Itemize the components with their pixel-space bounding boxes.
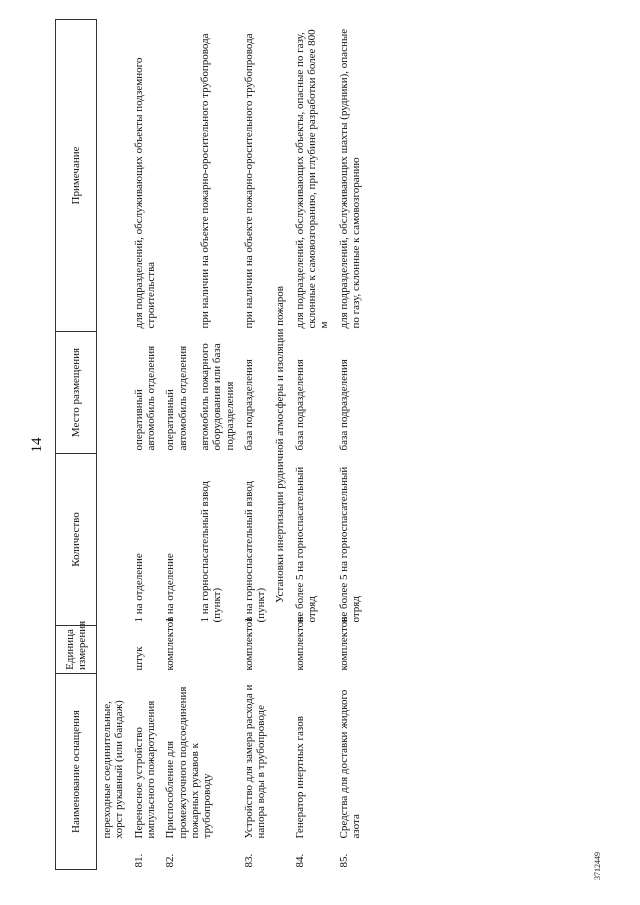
cell-name: Средства для доставки жидкого азота (337, 689, 362, 839)
cell-note: для подразделений, обслуживающих шахты (рудники), опасные по газу, склонные к самовозгоранию (337, 28, 362, 329)
cell-no: 82. (164, 853, 177, 868)
table-row (240, 19, 272, 869)
header-qty: Количество (56, 453, 97, 625)
table-row (130, 19, 162, 869)
table-row (291, 19, 335, 869)
equipment-table (55, 19, 366, 870)
footer-code: 3712449 (593, 852, 602, 880)
cell-name: Переносное устройство импульсного пожаротушения (132, 700, 157, 839)
header-unit: Единица измерения (56, 625, 97, 673)
cell-qty: 1 на горноспасательный взвод (пункт) (242, 481, 268, 623)
table-row (161, 19, 193, 869)
cell-unit: штук (132, 646, 145, 671)
cell-unit: комплектов (164, 616, 177, 671)
table-row (335, 19, 367, 869)
cell-unit: комплектов (293, 616, 306, 671)
cell-unit: комплектов (337, 616, 350, 671)
header-place: Место размещения (56, 331, 97, 453)
cell-name: переходные соединительные, хорст рукавный (или бандаж) (101, 700, 126, 839)
section-row (271, 19, 290, 869)
cell-note (161, 19, 193, 331)
cell-place: оперативный автомобиль отделения (164, 345, 189, 451)
cell-note: для подразделений, обслуживающих объекты, опасные по газу, склонные к самовозгоранию, при глубине разработки более 800 м (293, 29, 331, 329)
cell-place: автомобиль пожарного оборудования или база подразделения (198, 343, 236, 451)
cell-qty: не более 5 на горноспасательный отряд (293, 466, 319, 623)
table-row (97, 19, 130, 869)
section-title: Установки инертизации рудничной атмосферы и изоляции пожаров (274, 286, 287, 603)
cell-qty: 1 на горноспасательный взвод (пункт) (198, 481, 224, 623)
cell-place: база подразделения (242, 359, 255, 451)
cell-no: 81. (132, 853, 145, 868)
cell-note: при наличии на объекте пожарно-оросительного трубопровода (242, 33, 255, 329)
cell-unit: комплектов (242, 616, 255, 671)
cell-note: для подразделений, обслуживающих объекты подземного строительства (132, 57, 157, 329)
header-note: Примечание (56, 19, 97, 331)
cell-no: 85. (337, 853, 350, 868)
page-number: 14 (29, 437, 45, 453)
cell-place: база подразделения (293, 359, 306, 451)
cell-place: база подразделения (337, 359, 350, 451)
cell-place: оперативный автомобиль отделения (132, 345, 157, 451)
cell-qty: не более 5 на горноспасательный отряд (337, 466, 362, 623)
cell-name: Устройство для замера расхода и напора воды в трубопроводе (242, 684, 268, 839)
cell-name: Генератор инертных газов (293, 716, 306, 839)
cell-no: 83. (242, 853, 255, 868)
cell-note: при наличии на объекте пожарно-оросительного трубопровода (198, 33, 211, 329)
cell-qty: 1 на отделение (164, 553, 177, 623)
header-name: Наименование оснащения (56, 673, 97, 869)
rotated-content (25, 10, 615, 880)
cell-name: Приспособление для промежуточного подсоединения пожарных рукавов к трубопроводу (164, 686, 214, 839)
cell-no: 84. (293, 853, 306, 868)
table-header (56, 19, 97, 869)
cell-qty: 1 на отделение (132, 553, 145, 623)
